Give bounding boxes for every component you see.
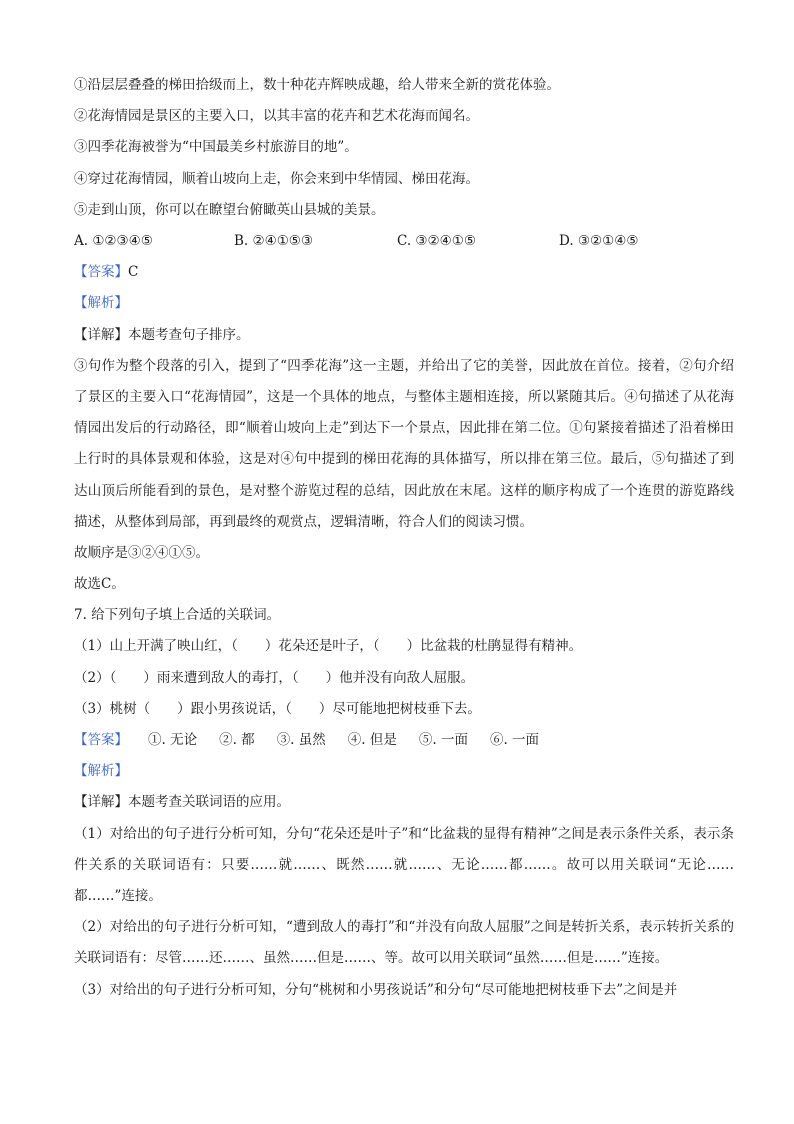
- question-7-title: 7. 给下列句子填上合适的关联词。: [74, 607, 281, 624]
- q7-answer-4: ④. 但是: [347, 732, 397, 749]
- q7-analysis-tag: 【解析】: [74, 763, 128, 780]
- q7-paragraph-1: （1）对给出的句子进行分析可知，分句“花朵还是叶子”和“比盆栽的显得有精神”之间是表示条件关系，表示条件关系的关联词语有：只要……就……、既然……就……、无论……都……。故可以用关联词“无论……都……”连接。: [74, 825, 734, 904]
- answer-value: C: [128, 264, 139, 281]
- answer-tag: 【答案】: [74, 264, 128, 281]
- q7-answer-2: ②. 都: [219, 732, 255, 749]
- q7-answer-line: [74, 725, 734, 756]
- sentence-5: ⑤走到山顶，你可以在瞭望台俯瞰英山县城的美景。: [74, 201, 385, 218]
- order-line: 故顺序是③②④①⑤。: [74, 544, 209, 561]
- choose-line: 故选C。: [74, 576, 125, 593]
- analysis-tag: 【解析】: [74, 295, 128, 312]
- q7-answer-1: ①. 无论: [148, 732, 198, 749]
- explanation-paragraph: ③句作为整个段落的引入，提到了“四季花海”这一主题，并给出了它的美誉，因此放在首位。接着，②句介绍了景区的主要入口“花海情园”，这是一个具体的地点，与整体主题相连接，所以紧随其后。④句描述了从花海情园出发后的行动路径，即“顺着山坡向上走”到达下一个景点，因此排在第二位。①句紧接着描述了沿着梯田上行时的具体景观和体验，这是对④句中提到的梯田花海的具体描写，所以排在第三位。最后，⑤句描述了到达山顶后所能看到的景色，是对整个游览过程的总结，因此放在末尾。这样的顺序构成了一个连贯的游览路线描述，从整体到局部，再到最终的观赏点，逻辑清晰，符合人们的阅读习惯。: [74, 357, 734, 530]
- sentence-1: ①沿层层叠叠的梯田拾级而上，数十种花卉辉映成趣，给人带来全新的赏花体验。: [74, 77, 560, 93]
- detail-line: [74, 320, 734, 351]
- q7-item-1: （1）山上开满了映山红，（ ）花朵还是叶子，（ ）比盆栽的杜鹃显得有精神。: [74, 638, 583, 655]
- document-page: [74, 70, 734, 1006]
- sentence-3: ③四季花海被誉为“中国最美乡村旅游目的地”。: [74, 139, 358, 156]
- detail-text: 本题考查句子排序。: [128, 326, 250, 343]
- sentence-4: ④穿过花海情园，顺着山坡向上走，你会来到中华情园、梯田花海。: [74, 170, 479, 187]
- q7-paragraph-3: （3）对给出的句子进行分析可知，分句“桃树和小男孩说话”和分句“尽可能地把树枝垂下去”之间是并: [74, 981, 678, 998]
- sentence-2: ②花海情园是景区的主要入口，以其丰富的花卉和艺术花海而闻名。: [74, 108, 479, 125]
- q7-answer-6: ⑥. 一面: [489, 732, 540, 749]
- answer-line: [74, 257, 734, 288]
- q7-answer-3: ③. 虽然: [276, 732, 326, 749]
- detail-tag: 【详解】: [74, 326, 128, 343]
- q7-detail-line: [74, 787, 734, 818]
- option-c: C. ③②④①⑤: [397, 232, 476, 249]
- q7-item-2: （2）（ ）雨来遭到敌人的毒打，（ ）他并没有向敌人屈服。: [74, 669, 475, 686]
- q7-item-3: （3）桃树（ ）跟小男孩说话，（ ）尽可能地把树枝垂下去。: [74, 700, 481, 717]
- q7-detail-tag: 【详解】: [74, 794, 128, 811]
- q7-detail-text: 本题考查关联词语的应用。: [128, 794, 290, 811]
- q7-answer-5: ⑤. 一面: [418, 732, 468, 749]
- q7-answer-tag: 【答案】: [74, 732, 128, 749]
- option-a: A. ①②③④⑤: [74, 232, 153, 249]
- analysis-heading: [74, 288, 734, 319]
- option-d: D. ③②①④⑤: [559, 232, 639, 249]
- answer-options: [74, 226, 734, 257]
- q7-paragraph-2: （2）对给出的句子进行分析可知，“遭到敌人的毒打”和“并没有向敌人屈服”之间是转折关系，表示转折关系的关联词语有：尽管……还……、虽然……但是……、等。故可以用关联词“虽然……但是……”连接。: [74, 919, 734, 967]
- q7-analysis-heading: [74, 756, 734, 787]
- option-b: B. ②④①⑤③: [234, 232, 314, 249]
